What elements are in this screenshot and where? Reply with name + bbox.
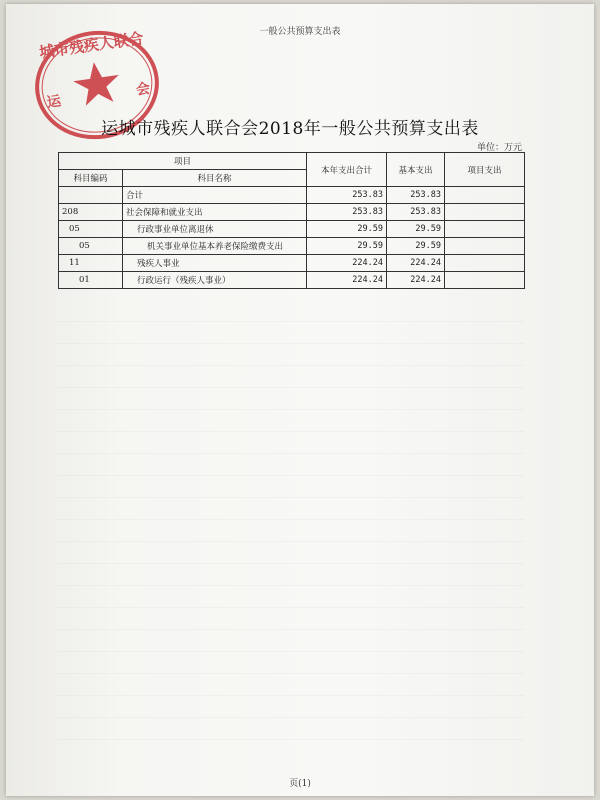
page-number: 页(1) [289,779,311,789]
table-row [59,272,525,289]
cell-basic: 253.83 [387,204,445,221]
table-row [59,221,525,238]
cell-project [445,255,525,272]
cell-total: 224.24 [307,255,387,272]
cell-name: 机关事业单位基本养老保险缴费支出 [123,238,307,255]
cell-code [59,187,123,204]
cell-basic: 29.59 [387,238,445,255]
header-group-project: 项目 [59,153,307,170]
cell-total: 29.59 [307,221,387,238]
cell-project [445,221,525,238]
table-header-row [59,153,525,170]
cell-code: 01 [59,272,123,289]
svg-text:会: 会 [135,80,152,99]
cell-total: 253.83 [307,187,387,204]
cell-code: 208 [59,204,123,221]
header-basic: 基本支出 [387,153,445,187]
cell-name: 行政事业单位离退休 [123,221,307,238]
cell-total: 29.59 [307,238,387,255]
cell-basic: 29.59 [387,221,445,238]
cell-code: 05 [59,238,123,255]
header-total: 本年支出合计 [307,153,387,187]
cell-total: 253.83 [307,204,387,221]
cell-code: 05 [59,221,123,238]
cell-project [445,272,525,289]
table-row [59,238,525,255]
page-title: 运城市残疾人联合会2018年一般公共预算支出表 [101,119,479,139]
cell-basic: 224.24 [387,255,445,272]
table-row [59,255,525,272]
svg-text:城市残疾人联合: 城市残疾人联合 [38,29,145,62]
cell-basic: 224.24 [387,272,445,289]
cell-name: 社会保障和就业支出 [123,204,307,221]
cell-project [445,204,525,221]
cell-basic: 253.83 [387,187,445,204]
budget-table [58,152,525,289]
cell-code: 11 [59,255,123,272]
cell-name: 合计 [123,187,307,204]
header-name: 科目名称 [123,170,307,187]
cell-project [445,238,525,255]
cell-name: 残疾人事业 [123,255,307,272]
cell-total: 224.24 [307,272,387,289]
show-through-texture [58,300,524,740]
header-code: 科目编码 [59,170,123,187]
cell-project [445,187,525,204]
running-header: 一般公共预算支出表 [259,27,341,37]
svg-text:运: 运 [45,93,63,112]
cell-name: 行政运行（残疾人事业） [123,272,307,289]
table-row [59,187,525,204]
header-project-expense: 项目支出 [445,153,525,187]
unit-label: 单位：万元 [476,143,522,153]
table-row [59,204,525,221]
